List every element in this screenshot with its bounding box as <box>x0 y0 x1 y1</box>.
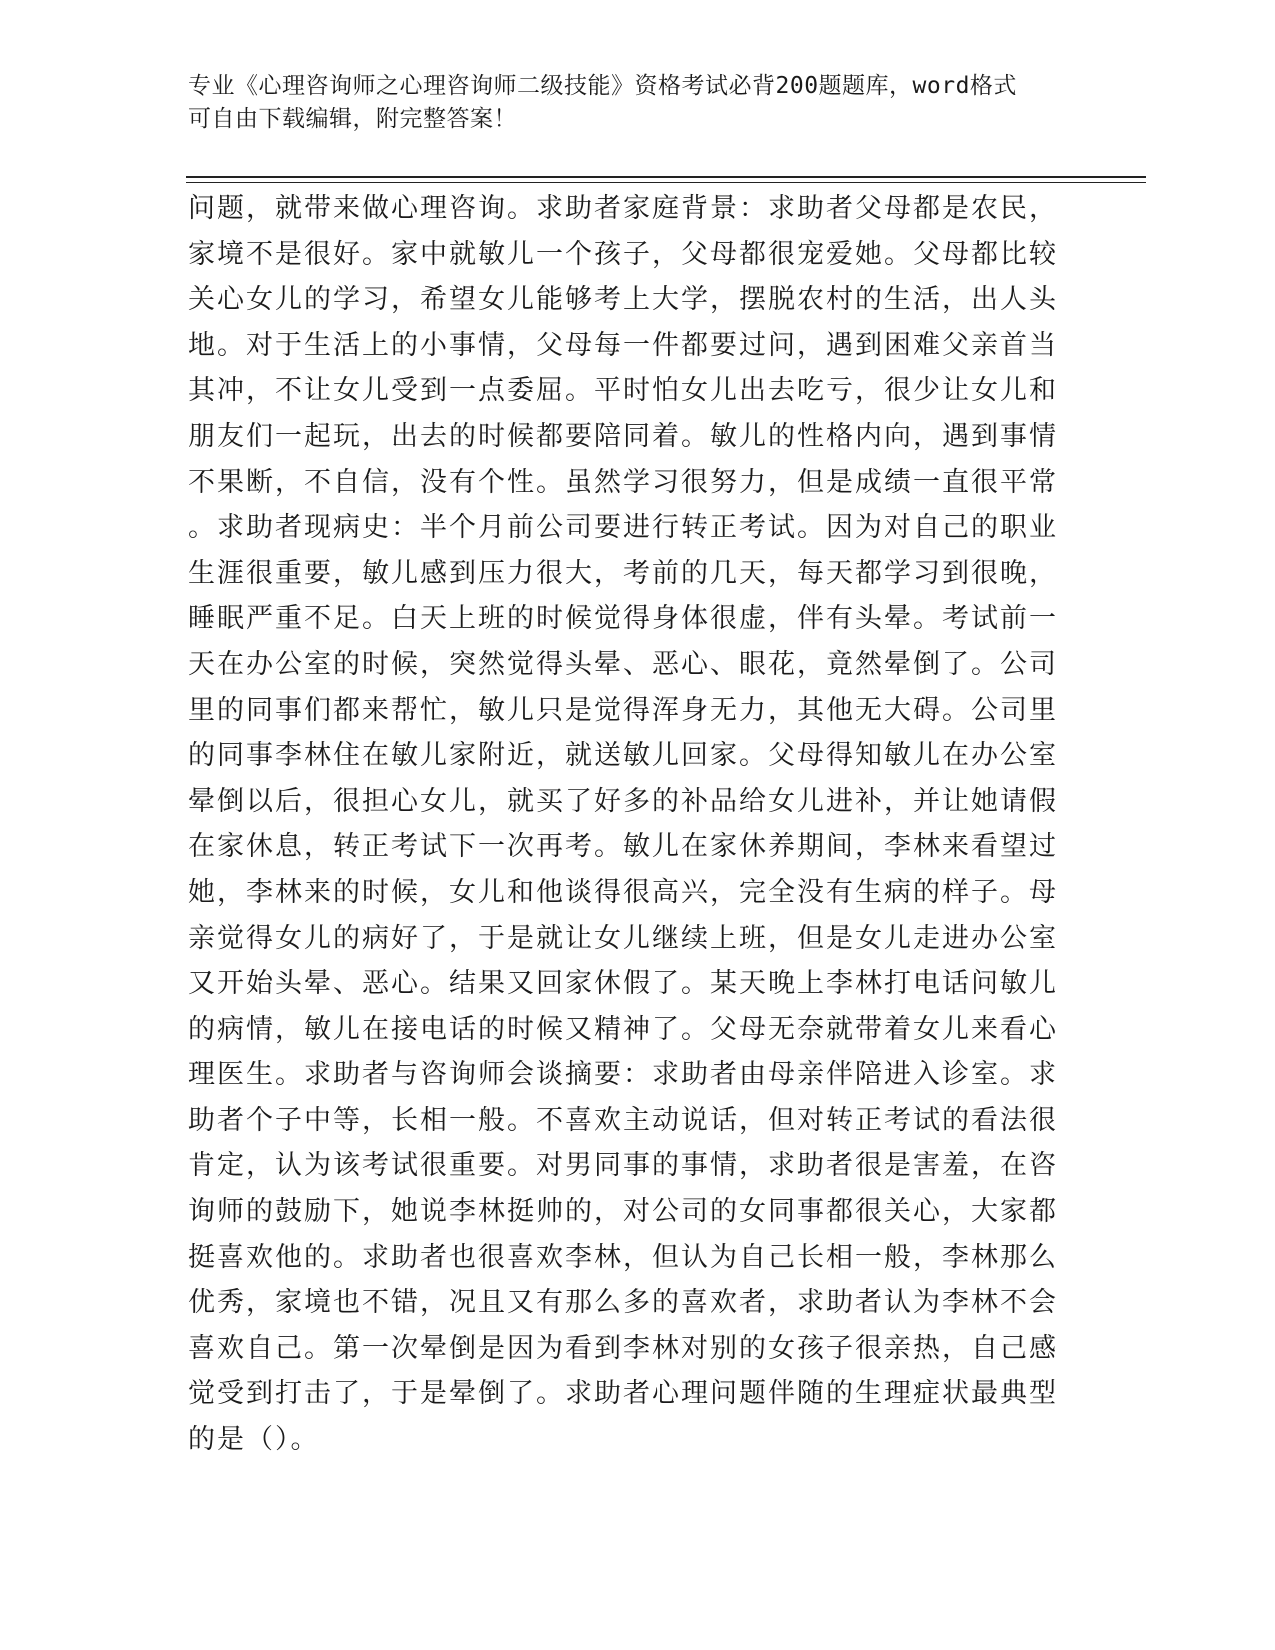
body-line: 不果断，不自信，没有个性。虽然学习很努力，但是成绩一直很平常 <box>188 466 1058 498</box>
body-line: 晕倒以后，很担心女儿，就买了好多的补品给女儿进补，并让她请假 <box>188 785 1058 817</box>
body-line: 亲觉得女儿的病好了，于是就让女儿继续上班，但是女儿走进办公室 <box>188 922 1058 954</box>
body-line: 家境不是很好。家中就敏儿一个孩子，父母都很宠爱她。父母都比较 <box>188 238 1058 270</box>
body-line: 助者个子中等，长相一般。不喜欢主动说话，但对转正考试的看法很 <box>188 1104 1058 1136</box>
body-line: 的同事李林住在敏儿家附近，就送敏儿回家。父母得知敏儿在办公室 <box>188 740 1058 772</box>
header-line-2: 可自由下载编辑，附完整答案！ <box>188 106 517 132</box>
body-line: 问题，就带来做心理咨询。求助者家庭背景：求助者父母都是农民， <box>188 193 1058 224</box>
body-line: 喜欢自己。第一次晕倒是因为看到李林对别的女孩子很亲热，自己感 <box>188 1332 1058 1364</box>
body-line: 询师的鼓励下，她说李林挺帅的，对公司的女同事都很关心，大家都 <box>188 1196 1058 1228</box>
body-line: 又开始头晕、恶心。结果又回家休假了。某天晚上李林打电话问敏儿 <box>188 968 1058 1000</box>
body-line: 挺喜欢他的。求助者也很喜欢李林，但认为自己长相一般，李林那么 <box>188 1241 1058 1273</box>
body-line: 她，李林来的时候，女儿和他谈得很高兴，完全没有生病的样子。母 <box>188 876 1058 908</box>
body-line: 地。对于生活上的小事情，父母每一件都要过问，遇到困难父亲首当 <box>188 329 1058 361</box>
header-line-1: 专业《心理咨询师之心理咨询师二级技能》资格考试必背200题题库，word格式 <box>188 73 1017 99</box>
body-line: 里的同事们都来帮忙，敏儿只是觉得浑身无力，其他无大碍。公司里 <box>188 694 1058 726</box>
body-line: 的病情，敏儿在接电话的时候又精神了。父母无奈就带着女儿来看心 <box>188 1013 1058 1045</box>
body-line: 天在办公室的时候，突然觉得头晕、恶心、眼花，竟然晕倒了。公司 <box>188 648 1058 680</box>
body-line: 肯定，认为该考试很重要。对男同事的事情，求助者很是害羞，在咨 <box>188 1150 1058 1182</box>
body-line: 优秀，家境也不错，况且又有那么多的喜欢者，求助者认为李林不会 <box>188 1287 1058 1319</box>
body-line: 。求助者现病史：半个月前公司要进行转正考试。因为对自己的职业 <box>188 512 1058 544</box>
question-body <box>188 186 1068 1463</box>
body-line: 关心女儿的学习，希望女儿能够考上大学，摆脱农村的生活，出人头 <box>188 284 1058 316</box>
body-line: 生涯很重要，敏儿感到压力很大，考前的几天，每天都学习到很晚， <box>188 557 1058 589</box>
body-line: 睡眠严重不足。白天上班的时候觉得身体很虚，伴有头晕。考试前一 <box>188 603 1058 635</box>
body-line: 朋友们一起玩，出去的时候都要陪同着。敏儿的性格内向，遇到事情 <box>188 420 1058 452</box>
body-line: 的是（）。 <box>188 1424 320 1456</box>
body-line: 其冲，不让女儿受到一点委屈。平时怕女儿出去吃亏，很少让女儿和 <box>188 375 1058 407</box>
page-header <box>188 70 1068 136</box>
body-line: 在家休息，转正考试下一次再考。敏儿在家休养期间，李林来看望过 <box>188 831 1058 863</box>
header-divider-thick <box>186 176 1146 178</box>
body-line: 理医生。求助者与咨询师会谈摘要：求助者由母亲伴陪进入诊室。求 <box>188 1059 1058 1091</box>
body-line: 觉受到打击了，于是晕倒了。求助者心理问题伴随的生理症状最典型 <box>188 1378 1058 1410</box>
header-divider-thin <box>186 182 1146 183</box>
